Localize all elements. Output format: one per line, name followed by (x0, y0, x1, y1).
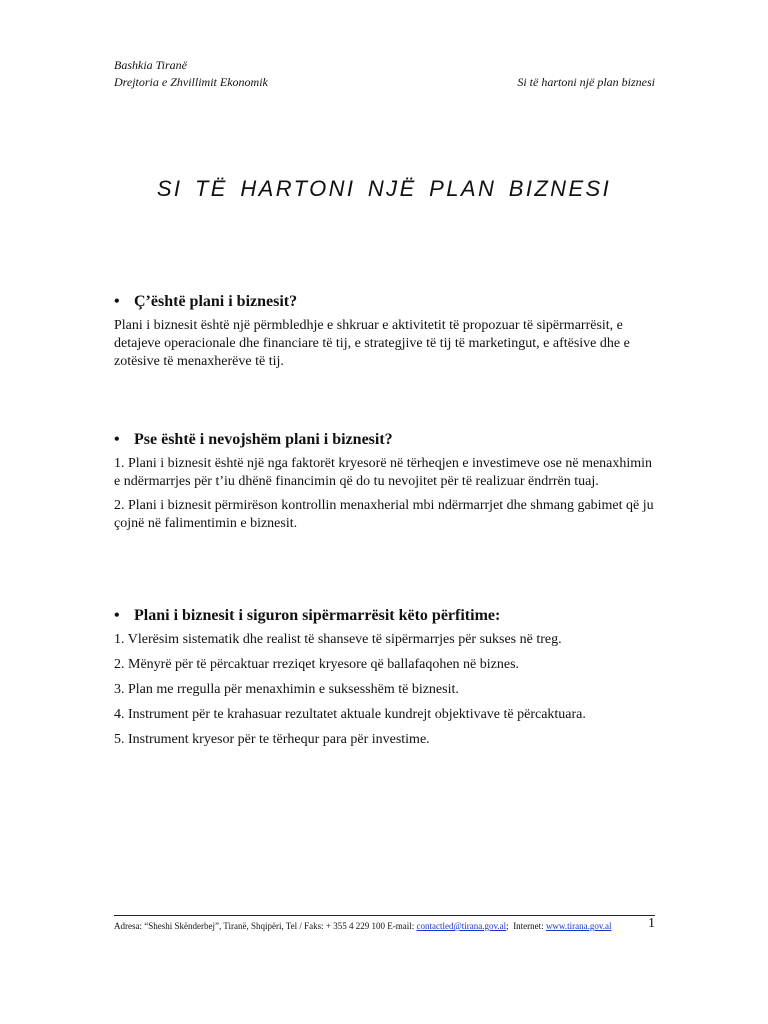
page-title: SI TË HARTONI NJË PLAN BIZNESI (156, 176, 612, 201)
header-organization (114, 57, 268, 91)
list-item: 1. Vlerësim sistematik dhe realist të shanseve të sipërmarrjes për sukses në treg. (114, 632, 562, 647)
paragraph: Plani i biznesit është një përmbledhje e shkruar e aktivitetit të propozuar të sipërmarrësit, e detajeve operacionale dhe financiare të tij, e strategjive të tij të marketingut, e aftësive dhe e zotësive të menaxherëve të tij. (114, 318, 630, 369)
section-what-is-plan (114, 292, 659, 377)
header-org-line2: Drejtoria e Zhvillimit Ekonomik (114, 75, 268, 89)
list-item: 4. Instrument për te krahasuar rezultatet aktuale kundrejt objektivave të përcaktuara. (114, 707, 586, 722)
footer-internet-label: Internet: (513, 921, 544, 931)
header-document-title: Si të hartoni një plan biznesi (517, 75, 655, 89)
header-org-line1: Bashkia Tiranë (114, 58, 188, 72)
paragraph: 1. Plani i biznesit është një nga faktorët kryesorë në tërheqjen e investimeve ose në menaxhimin e ndërmarrjes për t’iu dhënë financimin që do tu nevojitet për të realizuar ëndrrën tuaj. (114, 456, 653, 489)
list-item: 2. Mënyrë për të përcaktuar rreziqet kryesore që ballafaqohen në biznes. (114, 657, 520, 672)
section-heading-text: Pse është i nevojshëm plani i biznesit? (134, 431, 393, 448)
footer-divider (114, 915, 655, 916)
footer: Adresa: “Sheshi Skënderbej”, Tiranë, Shqipëri, Tel / Faks: + 355 4 229 100 E-mail: contactled@tirana.gov.al; Internet: www.tirana.gov.al (114, 921, 612, 931)
section-heading (114, 430, 659, 450)
list-item: 5. Instrument kryesor për te tërhequr para për investime. (114, 732, 430, 747)
bullet-icon: • (114, 293, 120, 310)
section-heading-text: Ç’është plani i biznesit? (134, 293, 298, 310)
section-why-needed (114, 430, 659, 539)
footer-email-link[interactable]: contactled@tirana.gov.al (416, 921, 507, 931)
section-heading-text: Plani i biznesit i siguron sipërmarrësit këto përfitime: (134, 607, 501, 624)
bullet-icon: • (114, 431, 120, 448)
footer-website-link[interactable]: www.tirana.gov.al (545, 921, 612, 931)
bullet-icon: • (114, 607, 120, 624)
footer-address: Adresa: “Sheshi Skënderbej”, Tiranë, Shqipëri, Tel / Faks: + 355 4 229 100 E-mail: (114, 921, 415, 931)
page-number: 1 (648, 916, 655, 931)
section-heading (114, 606, 659, 626)
section-heading (114, 292, 659, 312)
list-item: 3. Plan me rregulla për menaxhimin e suksesshëm të biznesit. (114, 682, 459, 697)
paragraph: 2. Plani i biznesit përmirëson kontrollin menaxherial mbi ndërmarrjet dhe shmang gabimet që ju çojnë në falimentimin e biznesit. (114, 498, 654, 531)
section-benefits (114, 606, 659, 756)
